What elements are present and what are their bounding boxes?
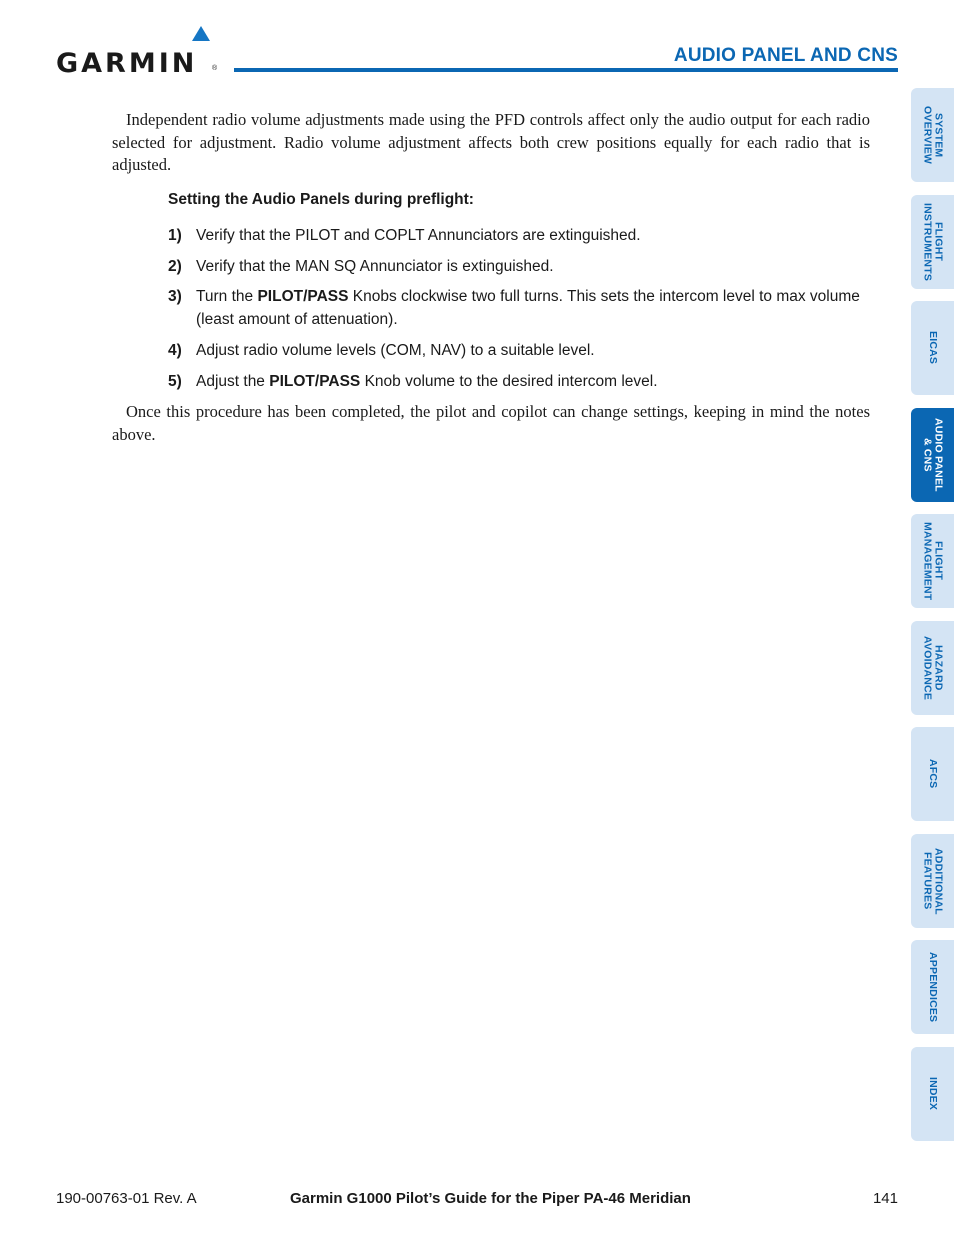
page-number: 141 xyxy=(872,1190,898,1207)
tab-label: AUDIO PANEL & CNS xyxy=(921,418,945,492)
tab-eicas[interactable] xyxy=(911,301,954,395)
garmin-wordmark: GARMIN xyxy=(56,48,198,79)
procedure-step xyxy=(168,285,870,331)
tab-label: HAZARD AVOIDANCE xyxy=(921,635,945,701)
tab-audio-panel-cns[interactable] xyxy=(911,408,954,502)
tab-label: FLIGHT MANAGEMENT xyxy=(921,521,945,601)
tab-system-overview[interactable] xyxy=(911,88,954,182)
step-number: 2) xyxy=(168,258,182,275)
closing-paragraph: Once this procedure has been completed, the pilot and copilot can change settings, keeping in mind the notes above. xyxy=(112,402,870,444)
tab-flight-management[interactable] xyxy=(911,514,954,608)
guide-title: Garmin G1000 Pilot’s Guide for the Piper PA-46 Meridian xyxy=(290,1190,691,1207)
tab-label: SYSTEM OVERVIEW xyxy=(921,105,945,164)
tab-appendices[interactable] xyxy=(911,940,954,1034)
tab-label: ADDITIONAL FEATURES xyxy=(921,847,945,915)
tab-label: APPENDICES xyxy=(927,951,939,1023)
document-number: 190-00763-01 Rev. A xyxy=(56,1190,197,1207)
header-divider xyxy=(234,68,898,72)
tab-label: EICAS xyxy=(927,331,939,365)
step-text: Adjust the PILOT/PASS Knob volume to the desired intercom level. xyxy=(196,373,658,390)
tab-additional-features[interactable] xyxy=(911,834,954,928)
tab-label: FLIGHT INSTRUMENTS xyxy=(921,202,945,282)
tab-label: INDEX xyxy=(927,1077,939,1111)
tab-flight-instruments[interactable] xyxy=(911,195,954,289)
tab-index[interactable] xyxy=(911,1047,954,1141)
step-number: 3) xyxy=(168,288,182,305)
step-text: Adjust radio volume levels (COM, NAV) to a suitable level. xyxy=(196,342,595,359)
step-text: Verify that the MAN SQ Annunciator is extinguished. xyxy=(196,258,554,275)
step-number: 5) xyxy=(168,373,182,390)
step-text: Verify that the PILOT and COPLT Annunciators are extinguished. xyxy=(196,227,641,244)
tab-afcs[interactable] xyxy=(911,727,954,821)
step-number: 4) xyxy=(168,342,182,359)
procedure-heading: Setting the Audio Panels during preflight: xyxy=(168,191,474,208)
knob-name: PILOT/PASS xyxy=(257,288,349,305)
page-footer xyxy=(0,1190,954,1212)
knob-name: PILOT/PASS xyxy=(269,373,361,390)
procedure-step xyxy=(168,370,870,393)
procedure-step xyxy=(168,339,870,362)
step-text: Turn the PILOT/PASS Knobs clockwise two full turns. This sets the intercom level to max volume (least amount of attenuation). xyxy=(196,288,860,328)
intro-paragraph: Independent radio volume adjustments made using the PFD controls affect only the audio output for each radio selected for adjustment. Radio volume adjustment affects both crew positions equally for each radio that is adjusted. xyxy=(112,110,870,174)
registered-mark: ® xyxy=(212,65,218,72)
procedure-step xyxy=(168,255,870,278)
garmin-delta-icon xyxy=(192,26,210,41)
tab-hazard-avoidance[interactable] xyxy=(911,621,954,715)
procedure-step xyxy=(168,224,870,247)
step-number: 1) xyxy=(168,227,182,244)
section-title: AUDIO PANEL AND CNS xyxy=(673,45,898,66)
garmin-logo xyxy=(56,26,221,79)
tab-label: AFCS xyxy=(927,759,939,789)
